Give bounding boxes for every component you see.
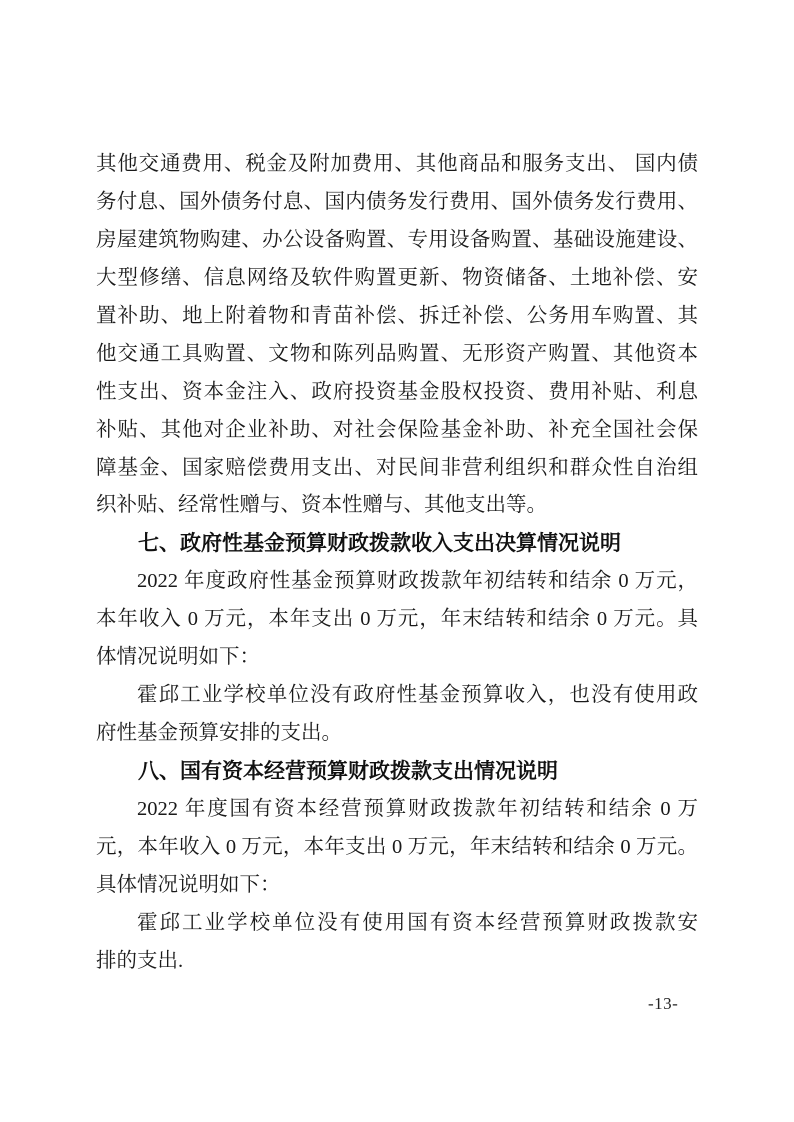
text-line: 2022 年度政府性基金预算财政拨款年初结转和结余 0 万元， bbox=[137, 570, 698, 593]
text-line: 排的支出. bbox=[96, 949, 184, 972]
text-line: 他交通工具购置、文物和陈列品购置、无形资产购置、其他资本 bbox=[96, 342, 698, 365]
text-line: 其他交通费用、税金及附加费用、其他商品和服务支出、 国内债 bbox=[96, 153, 698, 175]
text-line: 具体情况说明如下： bbox=[96, 873, 281, 896]
paragraph bbox=[96, 146, 698, 525]
text-line: 补贴、其他对企业补助、对社会保险基金补助、补充全国社会保 bbox=[96, 418, 698, 441]
text-line: 织补贴、经常性赠与、资本性赠与、其他支出等。 bbox=[96, 494, 547, 517]
text-line: 务付息、国外债务付息、国内债务发行费用、国外债务发行费用、 bbox=[96, 190, 698, 213]
section-heading bbox=[96, 525, 698, 563]
text-line: 八、国有资本经营预算财政拨款支出情况说明 bbox=[138, 760, 558, 783]
paragraph bbox=[96, 677, 698, 753]
document-body bbox=[96, 146, 698, 981]
text-line: 体情况说明如下： bbox=[96, 646, 260, 669]
text-line: 置补助、地上附着物和青苗补偿、拆迁补偿、公务用车购置、其 bbox=[96, 304, 698, 327]
text-line: 霍邱工业学校单位没有使用国有资本经营预算财政拨款安 bbox=[137, 911, 698, 934]
page-number: -13- bbox=[648, 994, 679, 1013]
text-line: 元，本年收入 0 万元，本年支出 0 万元，年末结转和结余 0 万元。 bbox=[96, 835, 698, 858]
text-line: 性支出、资本金注入、政府投资基金股权投资、费用补贴、利息 bbox=[96, 380, 698, 403]
text-line: 大型修缮、信息网络及软件购置更新、物资储备、土地补偿、安 bbox=[96, 266, 698, 289]
paragraph bbox=[96, 563, 698, 677]
text-line: 房屋建筑物购建、办公设备购置、专用设备购置、基础设施建设、 bbox=[96, 228, 698, 251]
text-line: 七、政府性基金预算财政拨款收入支出决算情况说明 bbox=[138, 532, 621, 556]
paragraph bbox=[96, 791, 698, 905]
text-line: 障基金、国家赔偿费用支出、对民间非营利组织和群众性自治组 bbox=[96, 456, 698, 479]
text-line: 2022 年度国有资本经营预算财政拨款年初结转和结余 0 万 bbox=[137, 797, 698, 820]
paragraph bbox=[96, 905, 698, 981]
text-line: 霍邱工业学校单位没有政府性基金预算收入，也没有使用政 bbox=[137, 684, 698, 707]
section-heading bbox=[96, 753, 698, 791]
text-line: 本年收入 0 万元，本年支出 0 万元，年末结转和结余 0 万元。具 bbox=[96, 608, 698, 631]
text-line: 府性基金预算安排的支出。 bbox=[96, 722, 342, 745]
